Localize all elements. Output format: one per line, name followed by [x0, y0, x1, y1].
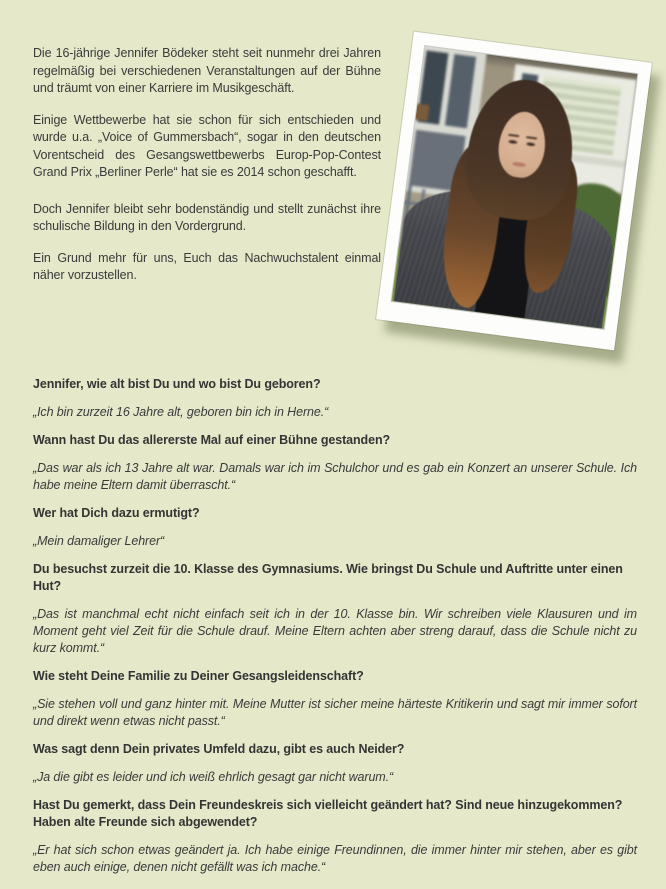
intro-paragraph: Einige Wettbewerbe hat sie schon für sich entschieden und wurde u.a. „Voice of Gummersbach“, sogar in den deutschen Vorentscheid des Gesangswettbewerbs Europ-Pop-Contest Grand Prix „Berliner Perle“ hat sie es 2014 schon geschafft.	[33, 112, 381, 179]
interview-answer: „Mein damaliger Lehrer“	[33, 534, 165, 548]
interview-answer: „Ja die gibt es leider und ich weiß ehrlich gesagt gar nicht warum.“	[33, 770, 394, 784]
interview-section	[33, 376, 637, 887]
interview-item	[33, 668, 637, 730]
person	[392, 46, 638, 329]
interview-item	[33, 505, 637, 550]
portrait-photo	[392, 46, 638, 329]
intro-paragraph: Die 16-jährige Jennifer Bödeker steht seit nunmehr drei Jahren regelmäßig bei verschiedenen Veranstaltungen auf der Bühne und träumt von einer Karriere im Musikgeschäft.	[33, 46, 381, 95]
interview-question: Jennifer, wie alt bist Du und wo bist Du geboren?	[33, 377, 321, 391]
interview-question: Was sagt denn Dein privates Umfeld dazu, gibt es auch Neider?	[33, 742, 405, 756]
interview-answer: „Ich bin zurzeit 16 Jahre alt, geboren bin ich in Herne.“	[33, 405, 329, 419]
interview-answer: „Das war als ich 13 Jahre alt war. Damals war ich im Schulchor und es gab ein Konzert an unserer Schule. Ich habe meine Eltern damit überrascht.“	[33, 461, 637, 492]
interview-item	[33, 561, 637, 657]
interview-answer: „Das ist manchmal echt nicht einfach seit ich in der 10. Klasse bin. Wir schreiben viele Klausuren und im Moment geht viel Zeit für die Schule drauf. Meine Eltern achten aber streng darauf, dass die Schule nicht zu kurz kommt.“	[33, 607, 637, 655]
interview-answer: „Er hat sich schon etwas geändert ja. Ich habe einige Freundinnen, die immer hinter mir stehen, aber es gibt eben auch einige, denen nicht gefällt was ich mache.“	[33, 843, 637, 874]
polaroid-photo	[376, 32, 652, 351]
interview-question: Wer hat Dich dazu ermutigt?	[33, 506, 200, 520]
interview-answer: „Sie stehen voll und ganz hinter mit. Meine Mutter ist sicher meine härteste Kritikerin und sagt mir immer sofort und direkt wenn etwas nicht passt.“	[33, 697, 637, 728]
interview-question: Wie steht Deine Familie zu Deiner Gesangsleidenschaft?	[33, 669, 364, 683]
interview-question: Wann hast Du das allererste Mal auf einer Bühne gestanden?	[33, 433, 391, 447]
intro-paragraph: Ein Grund mehr für uns, Euch das Nachwuchstalent einmal näher vorzustellen.	[33, 250, 381, 282]
interview-item	[33, 797, 637, 876]
intro-section	[33, 45, 381, 299]
interview-item	[33, 741, 637, 786]
interview-item	[33, 432, 637, 494]
interview-question: Hast Du gemerkt, dass Dein Freundeskreis sich vielleicht geändert hat? Sind neue hinzugekommen? Haben alte Freunde sich abgewendet?	[33, 798, 623, 829]
interview-question: Du besuchst zurzeit die 10. Klasse des Gymnasiums. Wie bringst Du Schule und Auftritte unter einen Hut?	[33, 562, 623, 593]
intro-paragraph: Doch Jennifer bleibt sehr bodenständig und stellt zunächst ihre schulische Bildung in den Vordergrund.	[33, 201, 381, 233]
interview-item	[33, 376, 637, 421]
